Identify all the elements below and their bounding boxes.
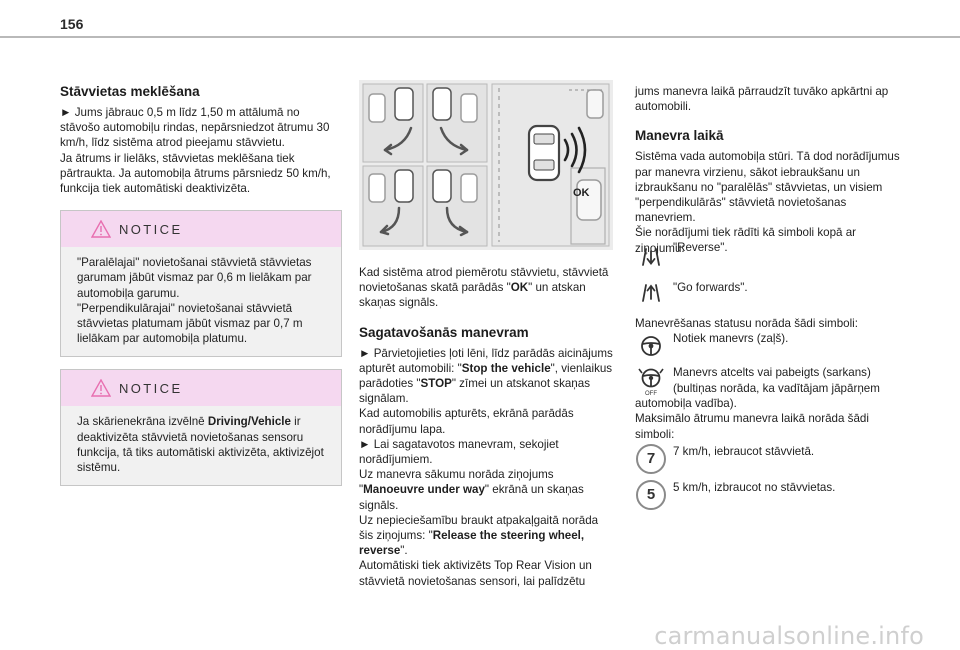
paragraph: ► Pārvietojieties ļoti lēni, līdz parādās aicinājums apturēt automobili: "Stop the vehicle", vienlaikus parādoties "STOP" zīmei un atskanot skaņas signālam. [359,346,613,406]
symbol-row-reverse [635,242,905,272]
ok-label: OK [573,187,590,199]
header-divider [0,36,960,38]
notice-body [61,247,341,356]
paragraph: jums manevra laikā pārraudzīt tuvāko apkārtni ap automobili. [635,85,889,114]
section-title-preparation: Sagatavošanās manevram [359,324,529,340]
notice-title: NOTICE [119,221,183,237]
steering-wheel-off-icon [635,365,667,397]
paragraph: (bultiņas norāda, ka vadītājam jāpārņem automobiļa vadība). [635,382,880,411]
notice-text: "Perpendikulārajai" novietošanai stāvvietā stāvvietas platumam jābūt vismaz par 0,7 m lielākam par automobiļa platumu. [77,301,303,346]
paragraph: Maksimālo ātrumu manevra laikā norāda šādi simboli: [635,412,869,441]
paragraph: Šie norādījumi tiek rādīti kā simboli kopā ar ziņojumu: [635,226,857,255]
steering-wheel-icon [635,331,667,361]
notice-box [60,369,342,486]
page-number: 156 [60,16,84,32]
paragraph: Ja ātrums ir lielāks, stāvvietas meklēšana tiek pārtraukta. Ja automobiļa ātrums pārsniedz 50 km/h, funkcija tiek automātiski deaktivizēta. [60,151,331,196]
notice-text: ir deaktivizēta stāvvietā novietošanas sensoru funkcija, tā tiks automātiski aktivizēta, aktivizējot sistēmu. [77,415,324,475]
section-title-during-manoeuvre: Manevra laikā [635,128,724,144]
symbol-text: "Go forwards". [673,280,748,294]
warning-triangle-icon [91,379,111,397]
symbol-row-speed-5 [635,480,905,510]
symbol-text: Notiek manevrs (zaļš). [673,332,789,346]
notice-header [61,211,341,247]
symbol-text: "Reverse". [673,240,728,254]
warning-triangle-icon [91,220,111,238]
watermark: carmanualsonline.info [654,622,924,650]
paragraph: ► Jums jābrauc 0,5 m līdz 1,50 m attālumā no stāvošo automobiļu rindas, nepārsniedzot ātrumu 30 km/h, līdz sistēma atrod pieejamu stāvvietu. [60,106,330,150]
symbol-row-active [635,331,905,361]
column-left [60,68,342,486]
forward-arrow-icon [635,278,667,308]
menu-name: Driving/Vehicle [207,415,291,429]
notice-text: "Paralēlajai" novietošanai stāvvietā stāvvietas garumam jābūt vismaz par 0,6 m lielākam par automobiļa garumu. [77,256,312,300]
paragraph: Kad automobilis apturēts, ekrānā parādās norādījumu lapa. [359,407,574,436]
symbol-text: 5 km/h, izbraucot no stāvvietas. [673,480,836,494]
paragraph: Automātiski tiek aktivizēts Top Rear Vision un stāvvietā novietošanas sensori, lai palīdzētu [359,559,592,588]
figure-caption: Kad sistēma atrod piemērotu stāvvietu, stāvvietā novietošanas skatā parādās "OK" un atskan skaņas signāls. [359,266,609,310]
symbol-row-speed-7 [635,444,905,474]
symbol-text: Manevrs atcelts vai pabeigts (sarkans) [673,366,871,380]
paragraph: Uz nepieciešamību braukt atpakaļgaitā norāda šis ziņojums: "Release the steering wheel, reverse". [359,513,599,558]
column-right [635,68,905,514]
section-title-parking-search: Stāvvietas meklēšana [60,84,200,99]
speed-7-icon: 7 [636,444,666,474]
symbol-row-forward [635,278,905,308]
reverse-arrow-icon [635,242,667,272]
notice-box [60,210,342,357]
paragraph: Uz manevra sākumu norāda ziņojums "Manoeuvre under way" ekrānā un skaņas signāls. [359,468,584,512]
notice-text: Ja skārienekrāna izvēlnē [77,415,208,429]
paragraph: Manevrēšanas statusu norāda šādi simboli: [635,316,858,330]
parking-search-illustration [359,80,613,250]
paragraph: Sistēma vada automobiļa stūri. Tā dod norādījumus par manevra virzienu, sākot iebraukšanu un izbraukšanu no "paralēlās" stāvvietas, un visiem "perpendikulārās" stāvvietā novietošanas manevriem. [635,150,900,225]
symbol-text: 7 km/h, iebraucot stāvvietā. [673,444,815,458]
off-label: OFF [645,391,657,398]
column-middle [359,68,613,589]
speed-5-icon: 5 [636,480,666,510]
notice-body [61,406,341,485]
paragraph: ► Lai sagatavotos manevram, sekojiet norādījumiem. [359,437,559,467]
notice-title: NOTICE [119,380,183,396]
notice-header [61,370,341,406]
